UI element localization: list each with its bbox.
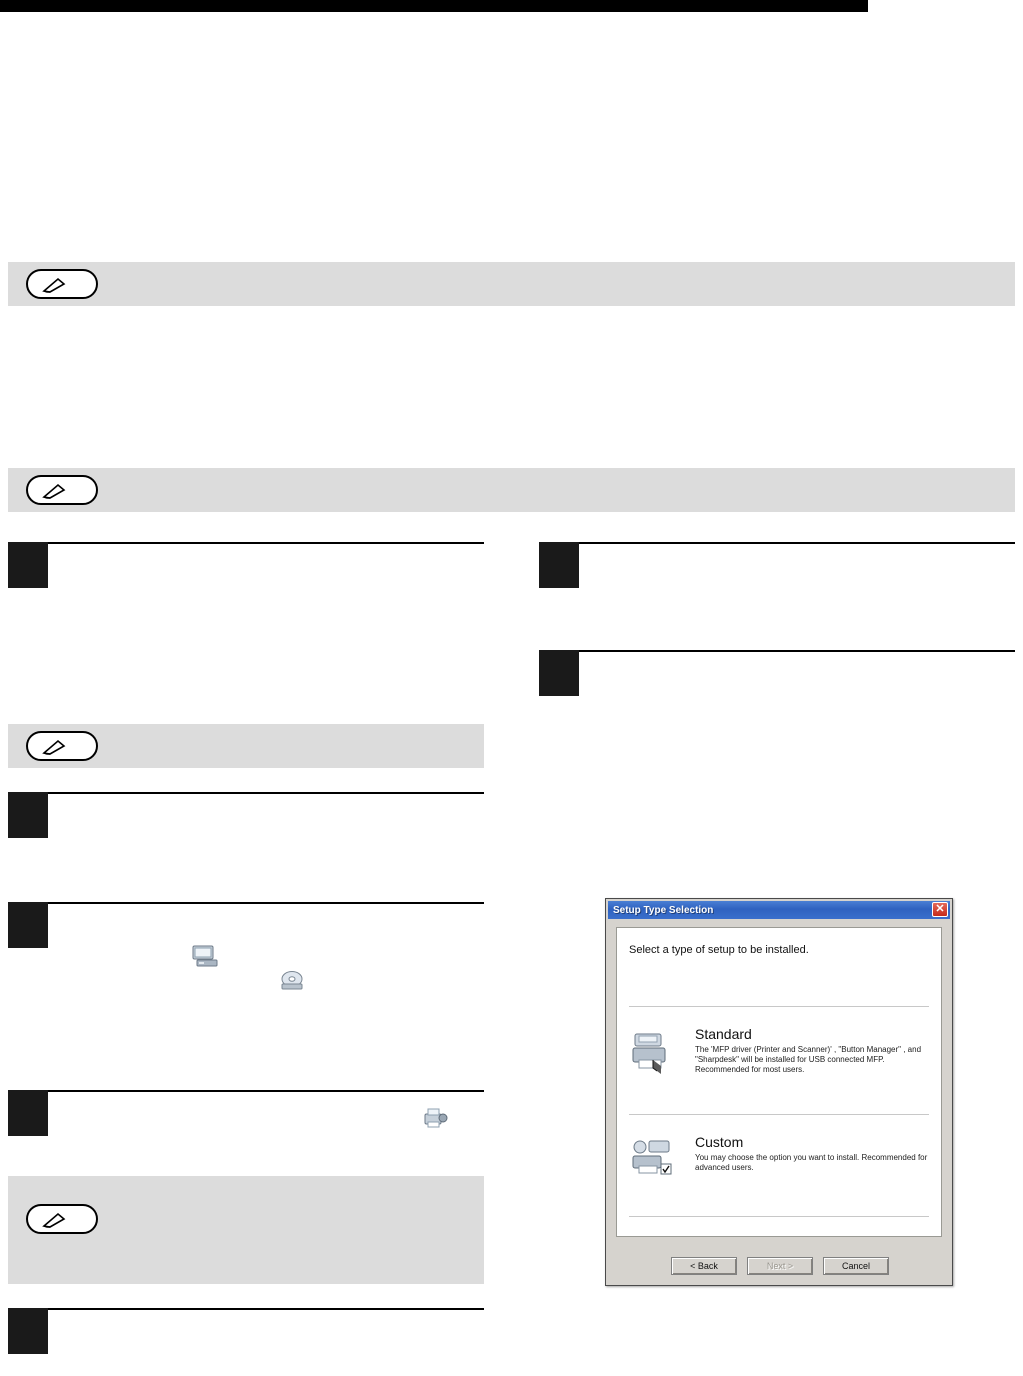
step-rule (8, 542, 484, 544)
setup-exe-icon (421, 1106, 449, 1135)
setup-option-custom[interactable] (631, 1134, 931, 1204)
dialog-titlebar[interactable] (608, 901, 950, 919)
printer-scanner-icon (631, 1030, 679, 1076)
step-rule (8, 902, 484, 904)
step-number (8, 1090, 48, 1136)
dialog-divider-bottom (629, 1216, 929, 1217)
pencil-note-icon (26, 269, 98, 299)
step-block-4 (8, 1090, 484, 1150)
step-rule (8, 1090, 484, 1092)
pencil-note-icon (26, 731, 98, 761)
step-number (8, 792, 48, 838)
step-number (8, 542, 48, 588)
step-block-2 (8, 792, 484, 852)
step-block-5 (8, 1308, 484, 1368)
pencil-note-icon (26, 1204, 98, 1234)
setup-option-custom-title: Custom (695, 1134, 744, 1150)
step-number (539, 650, 579, 696)
step-rule (539, 650, 1015, 652)
dialog-title: Setup Type Selection (613, 904, 714, 916)
step-number (8, 1308, 48, 1354)
note-callout-4 (8, 1176, 484, 1284)
note-callout-3 (8, 724, 484, 768)
cancel-button[interactable]: Cancel (823, 1257, 889, 1275)
note-callout-2 (8, 468, 1015, 512)
step-rule (8, 792, 484, 794)
close-icon[interactable]: ✕ (932, 902, 948, 917)
dialog-prompt: Select a type of setup to be installed. (629, 944, 809, 956)
dialog-button-row (606, 1257, 954, 1275)
pencil-note-icon (26, 475, 98, 505)
dialog-divider-top (629, 1006, 929, 1007)
step-block-6 (539, 542, 1015, 602)
setup-type-selection-dialog (605, 898, 953, 1286)
step-number (8, 902, 48, 948)
back-button[interactable]: < Back (671, 1257, 737, 1275)
step-block-3 (8, 902, 484, 992)
setup-option-standard-title: Standard (695, 1026, 752, 1042)
next-button[interactable]: Next > (747, 1257, 813, 1275)
dialog-divider-middle (629, 1114, 929, 1115)
my-computer-icon (191, 944, 219, 973)
dialog-content-panel (616, 927, 942, 1237)
step-block-7 (539, 650, 1015, 710)
note-callout-1 (8, 262, 1015, 306)
step-rule (539, 542, 1015, 544)
custom-components-icon (631, 1138, 679, 1184)
page-top-bar-gap (868, 0, 1023, 12)
setup-option-standard-description: The 'MFP driver (Printer and Scanner)' , "Button Manager" , and "Sharpdesk" will be installed for USB connected MFP. Recommended for most users. (695, 1045, 922, 1074)
step-rule (8, 1308, 484, 1310)
step-block-1 (8, 542, 484, 602)
cd-rom-drive-icon (279, 970, 305, 997)
setup-option-standard[interactable] (631, 1026, 931, 1106)
step-number (539, 542, 579, 588)
setup-option-custom-description: You may choose the option you want to install. Recommended for advanced users. (695, 1153, 928, 1172)
